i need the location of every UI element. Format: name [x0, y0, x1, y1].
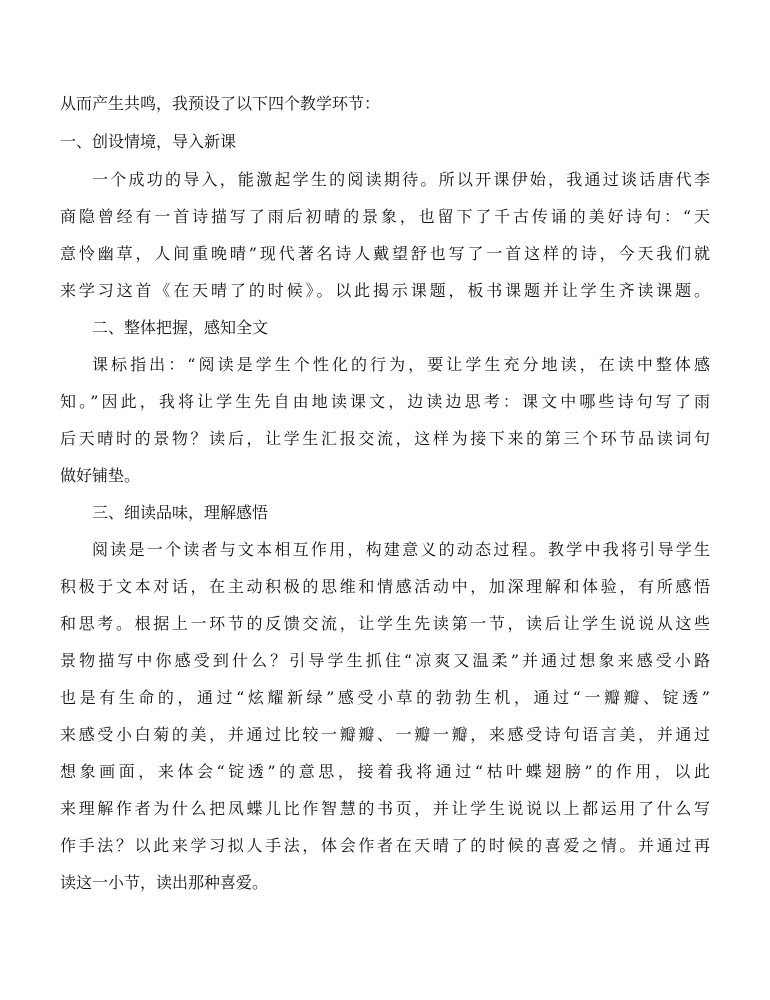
- text-line: 意怜幽草，人间重晚晴”现代著名诗人戴望舒也写了一首这样的诗，今天我们就: [60, 244, 710, 263]
- text-line: 阅读是一个读者与文本相互作用，构建意义的动态过程。教学中我将引导学生: [92, 540, 710, 559]
- text-line: 想象画面，来体会“锭透”的意思，接着我将通过“枯叶蝶翅膀”的作用，以此: [60, 762, 710, 781]
- text-line: 课标指出：“阅读是学生个性化的行为，要让学生充分地读，在读中整体感: [92, 355, 710, 374]
- text-line: 一个成功的导入，能激起学生的阅读期待。所以开课伊始，我通过谈话唐代李: [92, 170, 710, 189]
- text-line: 景物描写中你感受到什么？引导学生抓住“凉爽又温柔”并通过想象来感受小路: [60, 651, 710, 670]
- text-line: 商隐曾经有一首诗描写了雨后初晴的景象，也留下了千古传诵的美好诗句：“天: [60, 207, 710, 226]
- text-line: 也是有生命的，通过“炫耀新绿”感受小草的勃勃生机，通过“一瓣瓣、锭透”: [60, 688, 710, 707]
- text-line: 后天晴时的景物？读后，让学生汇报交流，这样为接下来的第三个环节品读词句: [60, 429, 710, 448]
- text-line: 作手法？以此来学习拟人手法，体会作者在天晴了的时候的喜爱之情。并通过再: [60, 836, 710, 855]
- section-heading: 一、创设情境，导入新课: [60, 132, 237, 151]
- text-line: 来感受小白菊的美，并通过比较一瓣瓣、一瓣一瓣，来感受诗句语言美，并通过: [60, 725, 710, 744]
- text-line: 来学习这首《在天晴了的时候》。以此揭示课题，板书课题并让学生齐读课题。: [60, 281, 710, 300]
- text-line: 来理解作者为什么把凤蝶儿比作智慧的书页，并让学生说说以上都运用了什么写: [60, 799, 710, 818]
- text-line: 从而产生共鸣，我预设了以下四个教学环节：: [60, 94, 381, 113]
- text-line: 和思考。根据上一环节的反馈交流，让学生先读第一节，读后让学生说说从这些: [60, 614, 710, 633]
- text-line: 知。”因此，我将让学生先自由地读课文，边读边思考：课文中哪些诗句写了雨: [60, 392, 710, 411]
- section-heading: 二、整体把握，感知全文: [92, 318, 269, 337]
- text-line: 积极于文本对话，在主动积极的思维和情感活动中，加深理解和体验，有所感悟: [60, 577, 710, 596]
- text-line: 做好铺垫。: [60, 466, 141, 485]
- text-line: 读这一小节，读出那种喜爱。: [60, 873, 269, 892]
- section-heading: 三、细读品味，理解感悟: [92, 503, 269, 522]
